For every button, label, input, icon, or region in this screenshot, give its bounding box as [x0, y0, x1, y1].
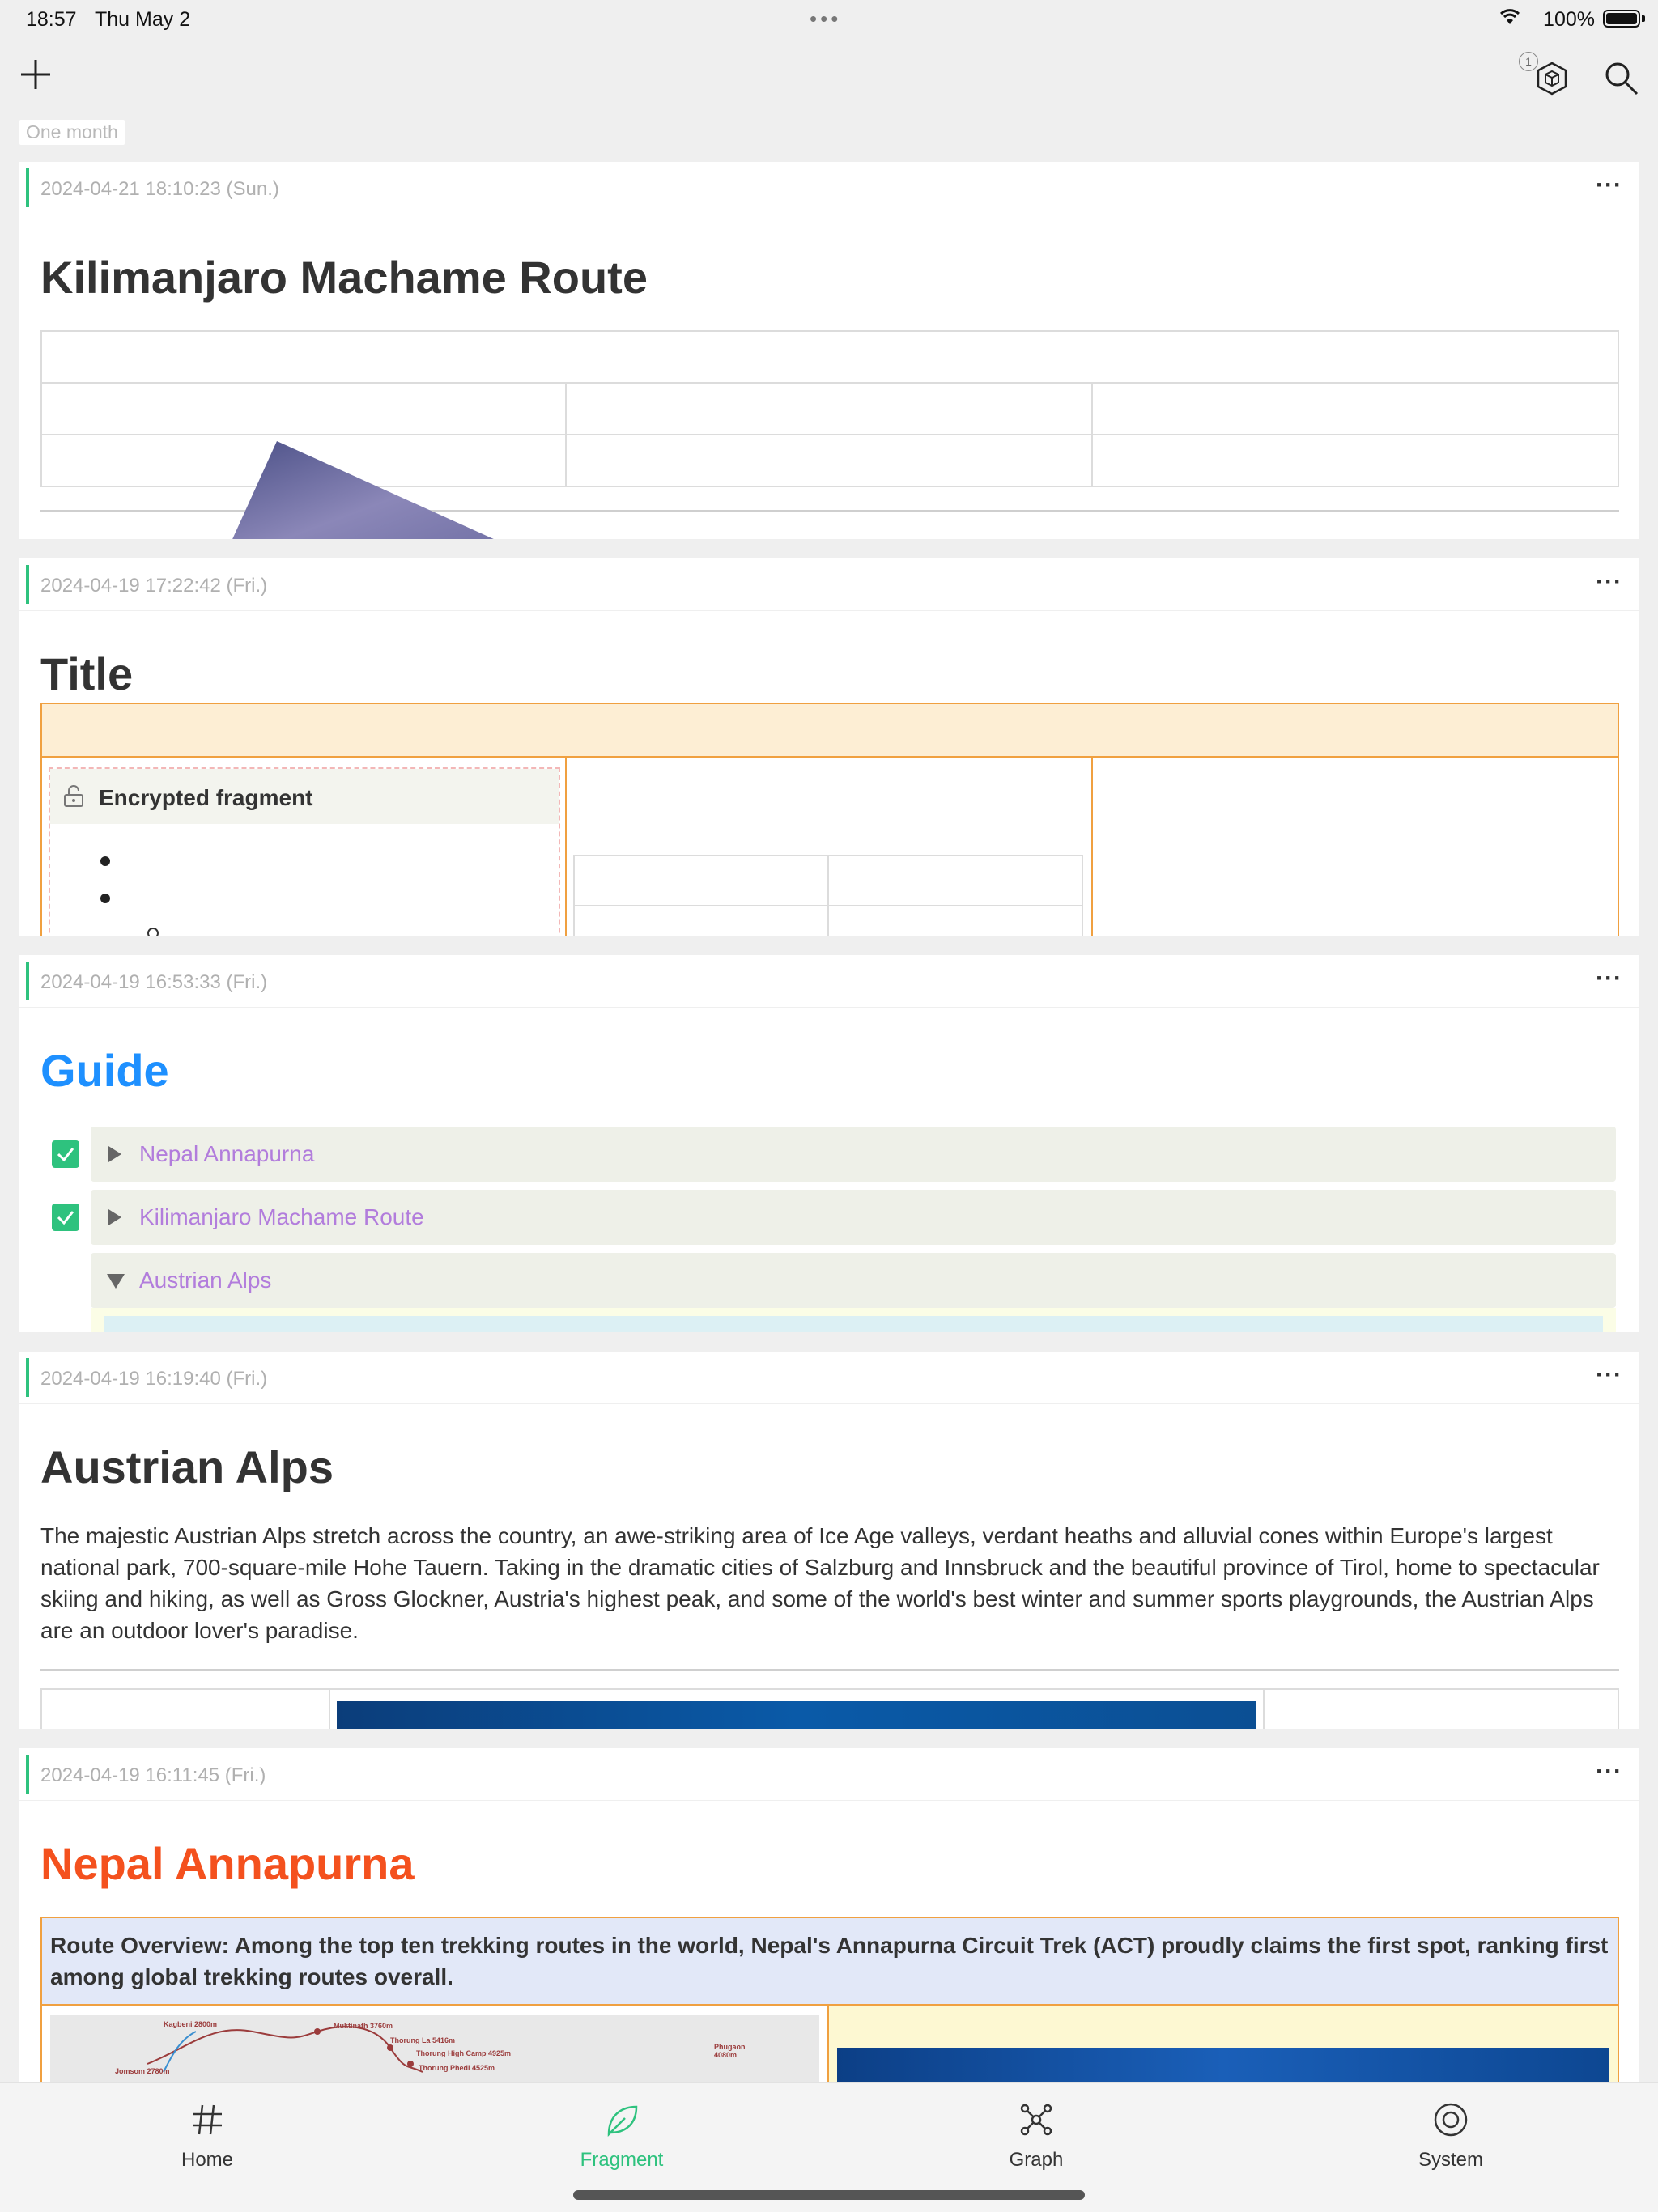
caret-right-icon[interactable]: [107, 1146, 121, 1162]
card-title: Kilimanjaro Machame Route: [40, 252, 648, 303]
fragment-card[interactable]: [19, 558, 1639, 936]
card-accent: [26, 962, 29, 1000]
card-accent: [26, 1358, 29, 1397]
tab-label: Fragment: [580, 2149, 664, 2171]
caret-right-icon[interactable]: [107, 1209, 121, 1225]
graph-icon: [1017, 2100, 1056, 2139]
time-filter-chip[interactable]: One month: [19, 120, 125, 145]
map-label: Muktinath 3760m: [334, 2022, 393, 2030]
fragment-card[interactable]: [19, 1748, 1639, 2082]
alps-image: [337, 1701, 1256, 1729]
unlock-icon: [63, 785, 84, 808]
fragment-card[interactable]: [19, 955, 1639, 1332]
checkbox-checked[interactable]: [52, 1204, 79, 1231]
status-bar: [0, 0, 1658, 39]
search-icon[interactable]: [1601, 58, 1640, 97]
multitasking-icon[interactable]: •••: [810, 6, 842, 31]
summit-image: [222, 441, 546, 539]
map-label: Thorung High Camp 4925m: [416, 2049, 512, 2057]
more-icon[interactable]: ···: [1596, 965, 1622, 991]
map-label: Phugaon 4080m: [714, 2043, 746, 2059]
check-icon: [55, 1207, 76, 1228]
card-timestamp: 2024-04-19 16:11:45 (Fri.): [40, 1764, 266, 1786]
more-icon[interactable]: ···: [1596, 568, 1622, 595]
encrypted-header: [50, 769, 559, 824]
route-overview: [40, 1917, 1619, 2006]
annapurna-photo: [837, 2048, 1609, 2082]
card-accent: [26, 1755, 29, 1794]
toggle-label[interactable]: Austrian Alps: [139, 1267, 272, 1293]
card-title: Guide: [40, 1045, 169, 1096]
card-timestamp: 2024-04-21 18:10:23 (Sun.): [40, 178, 279, 200]
system-icon: [1431, 2100, 1470, 2139]
tab-label: Home: [181, 2149, 234, 2171]
divider: [40, 1669, 1619, 1671]
card-title: Austrian Alps: [40, 1441, 334, 1492]
card-accent: [26, 565, 29, 604]
toggle-item-expanded[interactable]: [91, 1253, 1616, 1308]
tab-graph[interactable]: [829, 2083, 1244, 2172]
header-divider: [19, 1403, 1639, 1404]
card-timestamp: 2024-04-19 16:19:40 (Fri.): [40, 1368, 268, 1390]
card-title: Nepal Annapurna: [40, 1838, 414, 1889]
header-divider: [19, 1007, 1639, 1008]
tab-label: Graph: [1009, 2149, 1064, 2171]
map-label: Kagbeni 2800m: [164, 2020, 218, 2028]
overview-text: Route Overview: Among the top ten trekking routes in the world, Nepal's Annapurna Circuit Trek (ACT) proudly claims the first spot, ranking first among global trekking routes overall.: [50, 1933, 1609, 1989]
bullet: [100, 894, 110, 903]
check-icon: [55, 1144, 76, 1165]
home-indicator[interactable]: [573, 2190, 1085, 2200]
sub-bullet: [147, 928, 159, 936]
more-icon[interactable]: ···: [1596, 172, 1622, 198]
encrypted-label: Encrypted fragment: [99, 785, 313, 810]
cube-icon[interactable]: [1532, 58, 1572, 99]
wifi-icon: [1498, 6, 1522, 32]
encrypted-fragment[interactable]: [49, 767, 560, 936]
map-label: Jomsom 2780m: [115, 2067, 170, 2075]
status-date: Thu May 2: [95, 8, 191, 31]
toggle-label[interactable]: Kilimanjaro Machame Route: [139, 1204, 424, 1229]
leaf-icon: [602, 2100, 641, 2139]
route-map: [50, 2015, 819, 2082]
map-label: Thorung La 5416m: [390, 2036, 456, 2044]
card-accent: [26, 168, 29, 207]
header-divider: [19, 1800, 1639, 1801]
tab-fragment[interactable]: [414, 2083, 829, 2172]
tab-home[interactable]: [0, 2083, 414, 2172]
more-icon[interactable]: ···: [1596, 1758, 1622, 1785]
card-title: Title: [40, 648, 134, 699]
notification-badge: 1: [1519, 52, 1538, 71]
bullet: [100, 856, 110, 866]
battery-icon: [1603, 10, 1640, 28]
card-timestamp: 2024-04-19 16:53:33 (Fri.): [40, 971, 268, 993]
toggle-item[interactable]: [91, 1127, 1616, 1182]
map-label: Thorung Phedi 4525m: [419, 2064, 495, 2072]
more-icon[interactable]: ···: [1596, 1361, 1622, 1388]
caret-down-icon[interactable]: [107, 1274, 125, 1289]
toggle-content: [91, 1308, 1616, 1332]
card-timestamp: 2024-04-19 17:22:42 (Fri.): [40, 575, 268, 597]
toggle-item[interactable]: [91, 1190, 1616, 1245]
checkbox-checked[interactable]: [52, 1140, 79, 1168]
battery-tip: [1642, 15, 1645, 22]
header-divider: [19, 610, 1639, 611]
status-time: 18:57: [26, 8, 77, 31]
fragment-card[interactable]: [19, 1352, 1639, 1729]
card-paragraph: The majestic Austrian Alps stretch across the country, an awe-striking area of Ice Age valleys, verdant heaths and alluvial cones within Europe's largest national park, 700-square-mile Hohe Tauern. Taking in the dramatic cities of Salzburg and Innsbruck and the beautiful province of Tirol, home to spectacular skiing and hiking, as well as Gross Glockner, Austria's highest peak, and some of the world's best winter and summer sports playgrounds, the Austrian Alps are an outdoor lover's paradise.: [40, 1523, 1600, 1643]
add-icon[interactable]: [18, 57, 53, 92]
fragment-card[interactable]: [19, 162, 1639, 539]
toggle-label[interactable]: Nepal Annapurna: [139, 1141, 315, 1166]
tab-label: System: [1418, 2149, 1483, 2171]
battery-percent: 100%: [1543, 8, 1595, 31]
tab-system[interactable]: [1244, 2083, 1658, 2172]
hash-icon: [188, 2100, 227, 2139]
